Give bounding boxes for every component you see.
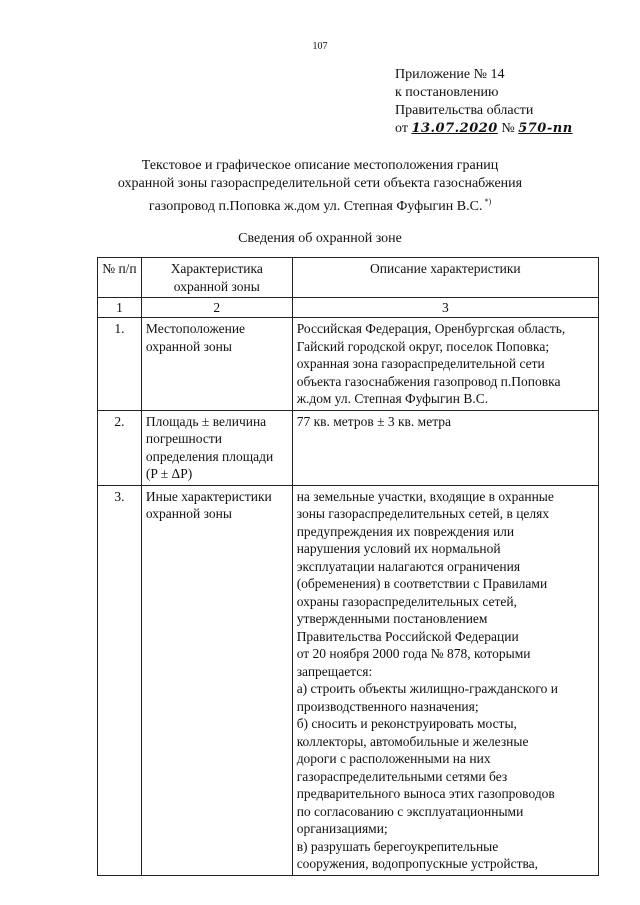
column-index-1: 1 <box>98 298 142 318</box>
description-line: ж.дом ул. Степная Фуфыгин В.С. <box>296 391 489 406</box>
description-line: 77 кв. метров ± 3 кв. метра <box>296 413 452 429</box>
description-line: предварительного выноса этих газопроводов <box>296 786 555 801</box>
description-line: от 20 ноября 2000 года № 878, которыми <box>296 646 531 661</box>
table-row <box>98 485 599 875</box>
description-line: Правительства Российской Федерации <box>296 628 519 644</box>
table-header-row <box>98 258 599 298</box>
row-characteristic: Иные характеристики охранной зоны <box>141 485 292 875</box>
description-line: газораспределительными сетями без <box>296 768 508 784</box>
description-line: зоны газораспределительных сетей, в целях <box>296 506 550 521</box>
description-line: дороги с расположенными на них <box>296 751 491 766</box>
document-title <box>0 157 640 216</box>
description-line: на земельные участки, входящие в охранные <box>296 488 554 504</box>
handwritten-number: 570-пп <box>518 121 573 136</box>
table-row <box>98 318 599 411</box>
description-line: сооружения, водопропускные устройства, <box>296 856 539 871</box>
number-label: № <box>501 121 515 136</box>
row-num: 3. <box>98 485 142 875</box>
description-line: Гайский городской округ, поселок Поповка; <box>296 338 550 354</box>
appendix-date-line <box>395 120 573 138</box>
description-line: нарушения условий их нормальной <box>296 541 501 556</box>
description-line: эксплуатации налагаются ограничения <box>296 558 521 574</box>
row-characteristic: Местоположение охранной зоны <box>141 318 292 411</box>
description-line: по согласованию с эксплуатационными <box>296 803 524 819</box>
zone-info-table <box>97 257 599 876</box>
row-characteristic: Площадь ± величина погрешности определения площади (P ± ΔP) <box>141 410 292 485</box>
description-line: предупреждения их повреждения или <box>296 523 515 539</box>
row-description <box>292 485 598 875</box>
header-characteristic: Характеристика охранной зоны <box>141 258 292 298</box>
description-line: организациями; <box>296 821 388 836</box>
column-index-2: 2 <box>141 298 292 318</box>
table-row <box>98 410 599 485</box>
description-line: коллекторы, автомобильные и железные <box>296 733 529 749</box>
appendix-header <box>395 66 573 138</box>
description-line: утвержденными постановлением <box>296 611 488 626</box>
section-title: Сведения об охранной зоне <box>238 231 402 246</box>
header-description: Описание характеристики <box>292 258 598 298</box>
column-index-3: 3 <box>292 298 598 318</box>
page-number: 107 <box>312 41 328 52</box>
row-num: 1. <box>98 318 142 411</box>
description-line: охранная зона газораспределительной сети <box>296 356 545 371</box>
description-line: в) разрушать берегоукрепительные <box>296 838 499 854</box>
row-num: 2. <box>98 410 142 485</box>
description-line: б) сносить и реконструировать мосты, <box>296 716 517 731</box>
column-index-row <box>98 298 599 318</box>
title-line-3 <box>0 193 640 216</box>
description-line: (обременения) в соответствии с Правилами <box>296 576 548 591</box>
description-line: Российская Федерация, Оренбургская область, <box>296 321 566 336</box>
row-description <box>292 410 598 485</box>
header-num: № п/п <box>98 258 142 298</box>
description-line: запрещается: <box>296 663 373 679</box>
description-line: охраны газораспределительных сетей, <box>296 593 517 609</box>
handwritten-date: 13.07.2020 <box>411 121 498 136</box>
appendix-line-3: Правительства области <box>395 103 534 118</box>
title-line-2: охранной зоны газораспределительной сети объекта газоснабжения <box>117 176 523 191</box>
description-line: а) строить объекты жилищно-гражданского и <box>296 681 558 696</box>
title-line-3-text: газопровод п.Поповка ж.дом ул. Степная Фуфыгин В.С. <box>148 199 483 214</box>
appendix-line-2: к постановлению <box>395 85 499 100</box>
description-line: производственного назначения; <box>296 698 479 714</box>
appendix-line-1: Приложение № 14 <box>395 67 505 82</box>
from-label: от <box>395 121 408 136</box>
footnote-mark: *) <box>484 197 492 206</box>
description-line: объекта газоснабжения газопровод п.Поповка <box>296 373 561 389</box>
title-line-1: Текстовое и графическое описание местоположения границ <box>141 158 499 173</box>
row-description <box>292 318 598 411</box>
